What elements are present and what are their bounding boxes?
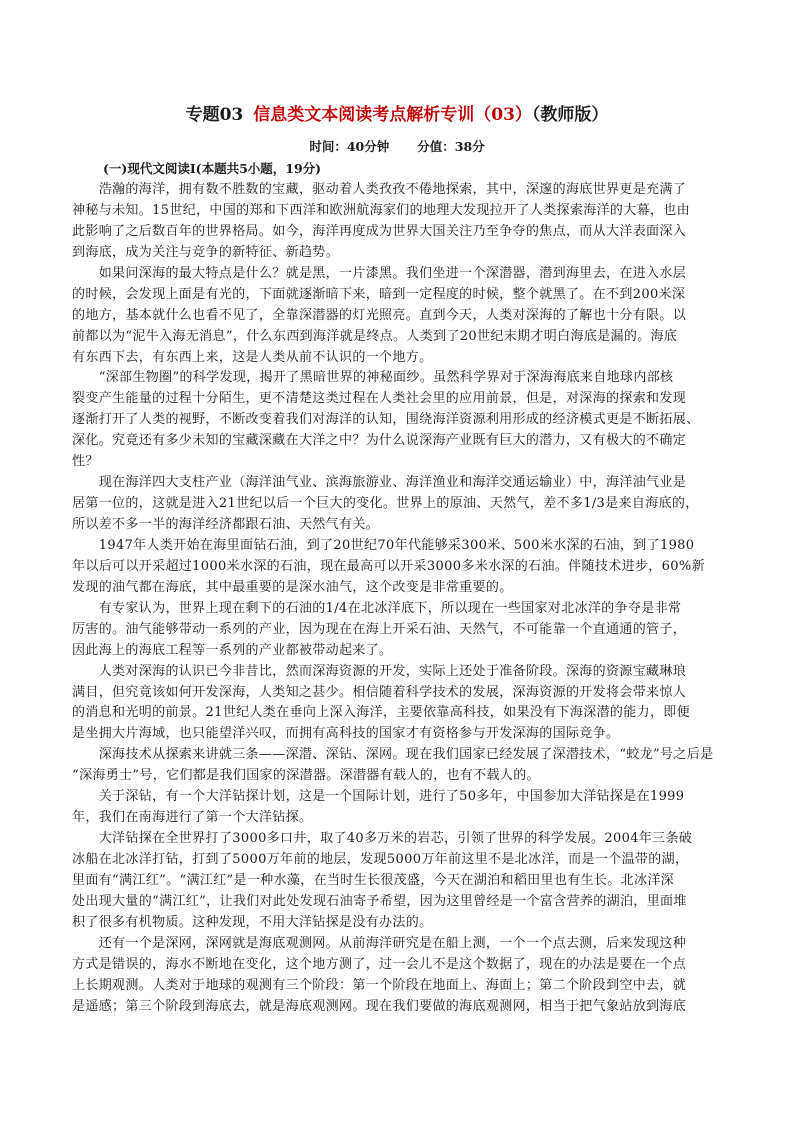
text-line: 的时候，会发现上面是有光的，下面就逐渐暗下来，暗到一定程度的时候，整个就黑了。在不到200米深 (72, 286, 686, 302)
text-line: 上长期观测。人类对于地球的观测有三个阶段：第一个阶段在地面上、海面上；第二个阶段到空中去，就 (72, 977, 687, 993)
text-line: 有专家认为，世界上现在剩下的石油的1/4在北冰洋底下，所以现在一些国家对北冰洋的争夺是非常 (72, 600, 682, 616)
score-value: 分值：38分 (417, 139, 485, 154)
text-line: 逐渐打开了人类的视野，不断改变着我们对海洋的认知，围绕海洋资源利用形成的经济模式更是不断拓展、 (72, 412, 700, 428)
title-main: 信息类文本阅读考点解析专训（03） (253, 105, 532, 125)
text-line: 到海底，成为关注与竞争的新特征、新趋势。 (72, 244, 340, 260)
text-line: “深部生物圈”的科学发现，揭开了黑暗世界的神秘面纱。虽然科学界对于深海海底来自地球内部核 (72, 370, 674, 386)
text-line: 积了很多有机物质。这种发现，不用大洋钻探是没有办法的。 (72, 914, 433, 930)
text-line: 1947年人类开始在海里面钻石油，到了20世纪70年代能够采300米、500米水深的石油，到了1980 (72, 537, 695, 553)
text-line: 有东西下去，有东西上来，这是人类从前不认识的一个地方。 (72, 349, 433, 365)
text-line: 里面有“满江红”。“满江红”是一种水藻，在当时生长很茂盛，今天在湖泊和稻田里也有生长。北冰洋深 (72, 872, 675, 888)
exam-meta (0, 138, 794, 156)
text-line: 所以差不多一半的海洋经济都跟石油、天然气有关。 (72, 517, 380, 532)
text-line: 发现的油气都在海底，其中最重要的是深水油气，这个改变是非常重要的。 (72, 579, 513, 595)
text-line: 是坐拥大片海域，也只能望洋兴叹，而拥有高科技的国家才有资格参与开发深海的国际竞争。 (72, 726, 620, 742)
text-line: 冰船在北冰洋打钻，打到了5000万年前的地层，发现5000万年前这里不是北冰洋，而是一个温带的湖， (72, 852, 689, 867)
text-line: 厉害的。油气能够带动一系列的产业，因为现在在海上开采石油、天然气，不可能靠一个直通通的管子， (72, 621, 687, 637)
text-line: 深海技术从探索来讲就三条——深潜、深钻、深网。现在我们国家已经发展了深潜技术，“蛟龙”号之后是 (72, 747, 714, 763)
text-line: 是遥感；第三个阶段到海底去，就是海底观测网。现在我们要做的海底观测网，相当于把气象站放到海底 (72, 998, 687, 1014)
title-edition: （教师版） (531, 105, 609, 125)
text-line: 因此海上的海底工程等一系列的产业都被带动起来了。 (72, 642, 393, 658)
text-line: 人类对深海的认识已今非昔比，然而深海资源的开发，实际上还处于准备阶段。深海的资源宝藏琳琅 (72, 663, 687, 679)
text-line: 现在海洋四大支柱产业（海洋油气业、滨海旅游业、海洋渔业和海洋交通运输业）中，海洋油气业是 (72, 475, 687, 491)
text-line: 的消息和光明的前景。21世纪人类在垂向上深入海洋，主要依靠高科技，如果没有下海深潜的能力，即便 (72, 705, 690, 721)
document-title (0, 103, 794, 127)
text-line: 大洋钻探在全世界打了3000多口井，取了40多万米的岩芯，引领了世界的科学发展。2004年三条破 (72, 831, 693, 847)
text-line: 深化。究竟还有多少未知的宝藏深藏在大洋之中？为什么说深海产业既有巨大的潜力，又有极大的不确定 (72, 433, 687, 449)
text-line: 关于深钻，有一个大洋钻探计划，这是一个国际计划，进行了50多年，中国参加大洋钻探是在1999 (72, 789, 685, 805)
text-line: 浩瀚的海洋，拥有数不胜数的宝藏，驱动着人类孜孜不倦地探索，其中，深邃的海底世界更是充满了 (72, 182, 687, 197)
text-line: 如果问深海的最大特点是什么？就是黑，一片漆黑。我们坐进一个深潜器，潜到海里去，在进入水层 (72, 265, 687, 281)
text-line: 神秘与未知。15世纪，中国的郑和下西洋和欧洲航海家们的地理大发现拉开了人类探索海洋的大幕，也由 (72, 202, 690, 218)
text-line: 年，我们在南海进行了第一个大洋钻探。 (72, 810, 313, 826)
title-topic-number: 专题03 (185, 105, 244, 125)
text-line: 裂变产生能量的过程十分陌生，更不清楚这类过程在人类社会里的应用前景，但是，对深海的探索和发现 (72, 391, 687, 407)
section-heading: (一)现代文阅读Ⅰ(本题共5小题，19分) (103, 161, 322, 176)
text-line: “深海勇士”号，它们都是我们国家的深潜器。深潜器有载人的，也有不载人的。 (72, 768, 540, 784)
text-line: 前都以为“泥牛入海无消息”，什么东西到海洋就是终点。人类到了20世纪末期才明白海底是漏的。海底 (72, 328, 678, 344)
text-line: 居第一位的，这就是进入21世纪以后一个巨大的变化。世界上的原油、天然气，差不多1/3是来自海底的， (72, 496, 699, 512)
text-line: 年以后可以开采超过1000米水深的石油，现在最高可以开采3000多米水深的石油。伴随技术进步，60%新 (72, 558, 705, 574)
text-line: 方式是错误的，海水不断地在变化，这个地方测了，过一会儿不是这个数据了，现在的办法是要在一个点 (72, 956, 687, 972)
text-line: 处出现大量的“满江红”，让我们对此处发现石油寄予希望，因为这里曾经是一个富含营养的湖泊，里面堆 (72, 893, 687, 909)
text-line: 的地方，基本就什么也看不见了，全靠深潜器的灯光照亮。直到今天，人类对深海的了解也十分有限。以 (72, 307, 687, 323)
article-body (72, 180, 724, 1018)
text-line: 还有一个是深网，深网就是海底观测网。从前海洋研究是在船上测，一个一个点去测，后来发现这种 (72, 935, 687, 951)
text-line: 此影响了之后数百年的世界格局。如今，海洋再度成为世界大国关注乃至争夺的焦点，而从大洋表面深入 (72, 223, 687, 239)
time-limit: 时间：40分钟 (309, 139, 390, 154)
text-line: 满目，但究竟该如何开发深海，人类知之甚少。相信随着科学技术的发展，深海资源的开发将会带来惊人 (72, 684, 687, 700)
text-line: 性？ (72, 454, 99, 470)
